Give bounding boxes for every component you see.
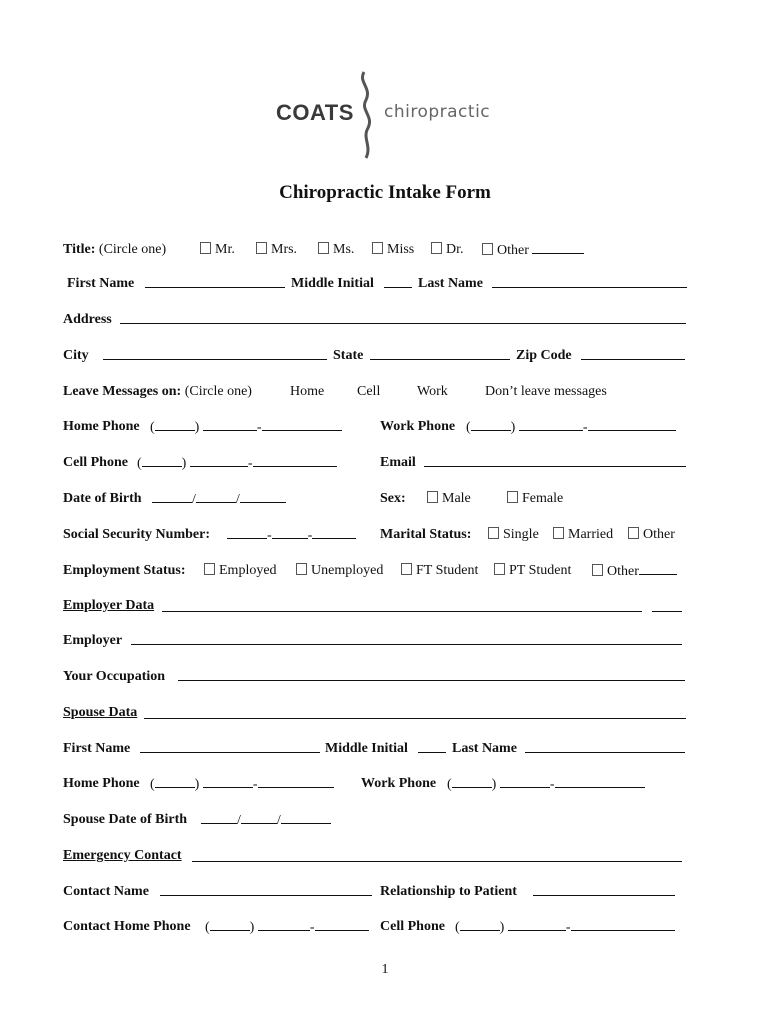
- middle-initial-label: Middle Initial: [291, 276, 374, 291]
- last-name-field[interactable]: [492, 275, 687, 288]
- title-option-miss[interactable]: Miss: [372, 241, 414, 259]
- spouse-first-name-label: First Name: [63, 741, 131, 756]
- relationship-field[interactable]: [533, 883, 675, 896]
- home-phone-field[interactable]: ( ) -: [150, 418, 342, 437]
- contact-name-label: Contact Name: [63, 884, 149, 899]
- checkbox-icon[interactable]: [200, 242, 211, 254]
- checkbox-icon[interactable]: [401, 563, 412, 575]
- city-field[interactable]: [103, 347, 327, 360]
- employment-label: Employment Status:: [63, 563, 186, 578]
- checkbox-icon[interactable]: [427, 491, 438, 503]
- state-field[interactable]: [370, 347, 510, 360]
- address-field[interactable]: [120, 311, 686, 324]
- employer-label: Employer: [63, 633, 123, 648]
- zip-field[interactable]: [581, 347, 685, 360]
- marital-option-other[interactable]: Other: [628, 526, 675, 544]
- title-row: [63, 241, 166, 259]
- messages-option-work[interactable]: Work: [417, 384, 448, 399]
- sex-label: Sex:: [380, 491, 406, 506]
- dob-field[interactable]: / /: [152, 490, 286, 509]
- marital-option-married[interactable]: Married: [553, 526, 613, 544]
- checkbox-icon[interactable]: [318, 242, 329, 254]
- contact-cell-phone-label: Cell Phone: [380, 919, 445, 934]
- title-option-other[interactable]: Other: [482, 241, 584, 260]
- emergency-contact-rule: [192, 860, 682, 862]
- logo-tagline: chiropractic: [384, 102, 491, 122]
- messages-label: Leave Messages on:: [63, 384, 182, 399]
- spouse-last-name-label: Last Name: [452, 741, 517, 756]
- spouse-dob-label: Spouse Date of Birth: [63, 812, 188, 827]
- sex-option-female[interactable]: Female: [507, 490, 563, 508]
- marital-label: Marital Status:: [380, 527, 472, 542]
- employment-option-employed[interactable]: Employed: [204, 562, 277, 580]
- spouse-first-name-field[interactable]: [140, 740, 320, 753]
- cell-phone-field[interactable]: ( ) -: [137, 454, 337, 473]
- title-option-ms[interactable]: Ms.: [318, 241, 354, 259]
- employer-data-rule-end: [652, 610, 682, 612]
- contact-home-phone-label: Contact Home Phone: [63, 919, 191, 934]
- employment-option-other[interactable]: Other: [592, 562, 677, 581]
- ssn-label: Social Security Number:: [63, 527, 210, 542]
- spouse-dob-field[interactable]: / /: [201, 811, 331, 830]
- checkbox-icon[interactable]: [494, 563, 505, 575]
- spouse-data-rule: [144, 717, 686, 719]
- title-other-field[interactable]: [532, 241, 584, 254]
- cell-phone-label: Cell Phone: [63, 455, 128, 470]
- checkbox-icon[interactable]: [628, 527, 639, 539]
- messages-option-none[interactable]: Don’t leave messages: [485, 384, 607, 399]
- title-option-mr[interactable]: Mr.: [200, 241, 235, 259]
- emergency-contact-header: Emergency Contact: [63, 848, 182, 863]
- work-phone-field[interactable]: ( ) -: [466, 418, 676, 437]
- checkbox-icon[interactable]: [482, 243, 493, 255]
- checkbox-icon[interactable]: [372, 242, 383, 254]
- spouse-data-header: Spouse Data: [63, 705, 138, 720]
- messages-hint: (Circle one): [184, 384, 252, 399]
- employment-option-ft-student[interactable]: FT Student: [401, 562, 478, 580]
- form-title: Chiropractic Intake Form: [279, 182, 491, 203]
- messages-option-cell[interactable]: Cell: [357, 384, 381, 399]
- checkbox-icon[interactable]: [296, 563, 307, 575]
- checkbox-icon[interactable]: [488, 527, 499, 539]
- contact-cell-phone-field[interactable]: ( ) -: [455, 918, 675, 937]
- state-label: State: [333, 348, 364, 363]
- first-name-field[interactable]: [145, 275, 285, 288]
- checkbox-icon[interactable]: [553, 527, 564, 539]
- email-field[interactable]: [424, 454, 686, 467]
- checkbox-icon[interactable]: [256, 242, 267, 254]
- email-label: Email: [380, 455, 416, 470]
- relationship-label: Relationship to Patient: [380, 884, 517, 899]
- title-option-mrs[interactable]: Mrs.: [256, 241, 297, 259]
- checkbox-icon[interactable]: [204, 563, 215, 575]
- title-label: Title:: [63, 242, 96, 257]
- work-phone-label: Work Phone: [380, 419, 456, 434]
- spouse-home-phone-field[interactable]: ( ) -: [150, 775, 334, 794]
- logo-brand: COATS: [276, 100, 354, 125]
- title-option-dr[interactable]: Dr.: [431, 241, 464, 259]
- dob-label: Date of Birth: [63, 491, 142, 506]
- employment-option-unemployed[interactable]: Unemployed: [296, 562, 383, 580]
- spine-icon: [356, 70, 380, 160]
- last-name-label: Last Name: [418, 276, 483, 291]
- marital-option-single[interactable]: Single: [488, 526, 539, 544]
- checkbox-icon[interactable]: [592, 564, 603, 576]
- occupation-label: Your Occupation: [63, 669, 166, 684]
- employer-field[interactable]: [131, 632, 682, 645]
- checkbox-icon[interactable]: [507, 491, 518, 503]
- spouse-home-phone-label: Home Phone: [63, 776, 140, 791]
- messages-row: [63, 383, 252, 401]
- messages-option-home[interactable]: Home: [290, 384, 325, 399]
- employment-option-pt-student[interactable]: PT Student: [494, 562, 571, 580]
- coats-logo: [272, 70, 502, 160]
- spouse-work-phone-label: Work Phone: [361, 776, 437, 791]
- zip-label: Zip Code: [516, 348, 572, 363]
- first-name-label: First Name: [67, 276, 135, 291]
- home-phone-label: Home Phone: [63, 419, 140, 434]
- title-hint: (Circle one): [98, 242, 167, 257]
- contact-home-phone-field[interactable]: ( ) -: [205, 918, 369, 937]
- ssn-field[interactable]: - -: [227, 526, 356, 545]
- sex-option-male[interactable]: Male: [427, 490, 471, 508]
- page-number: 1: [381, 962, 389, 977]
- spouse-last-name-field[interactable]: [525, 740, 685, 753]
- occupation-field[interactable]: [178, 668, 685, 681]
- checkbox-icon[interactable]: [431, 242, 442, 254]
- spouse-middle-initial-field[interactable]: [418, 740, 446, 753]
- employer-data-rule: [162, 610, 642, 612]
- city-label: City: [63, 348, 89, 363]
- address-label: Address: [63, 312, 112, 327]
- middle-initial-field[interactable]: [384, 275, 412, 288]
- spouse-work-phone-field[interactable]: ( ) -: [447, 775, 645, 794]
- contact-name-field[interactable]: [160, 883, 372, 896]
- spouse-middle-initial-label: Middle Initial: [325, 741, 408, 756]
- employer-data-header: Employer Data: [63, 598, 155, 613]
